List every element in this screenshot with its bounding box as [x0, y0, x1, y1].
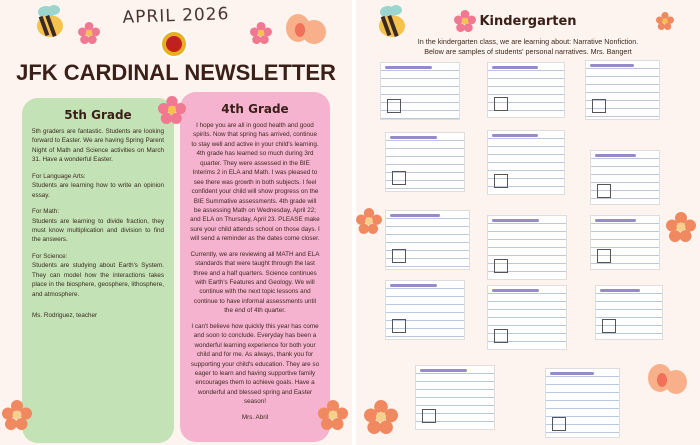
- student-narrative-sample: [380, 62, 460, 120]
- school-logo: [160, 30, 188, 58]
- student-narrative-sample: [487, 130, 565, 195]
- drawing: [602, 319, 616, 333]
- drawing: [392, 249, 406, 263]
- paragraph: Currently, we are reviewing all MATH and ELA standards that were taught through the last three and a half quarters. Science continues with Earth's Features and Geology. We will continue with the next topic lessons and continue to have informal assessments until the end of 4th quarter.: [190, 250, 320, 315]
- student-narrative-sample: [590, 215, 660, 270]
- student-narrative-sample: [487, 62, 565, 118]
- handwriting-title: [600, 289, 640, 292]
- fifth-grade-section: [22, 98, 174, 443]
- student-narrative-sample: [595, 285, 663, 340]
- drawing: [392, 171, 406, 185]
- handwriting-title: [550, 372, 594, 375]
- kindergarten-heading: Kindergarten: [479, 14, 577, 29]
- kindergarten-intro: [356, 37, 700, 57]
- signature: Mrs. Abril: [241, 413, 269, 421]
- student-narrative-sample: [385, 132, 465, 192]
- flower-icon: [158, 96, 186, 124]
- student-narrative-sample: [385, 210, 470, 270]
- flower-icon: [356, 208, 382, 234]
- newsletter-right-page: [356, 0, 700, 445]
- flower-icon: [250, 22, 272, 44]
- intro-line: In the kindergarten class, we are learning about: Narrative Nonfiction.: [417, 37, 639, 46]
- handwriting-title: [492, 289, 539, 292]
- handwriting-title: [595, 219, 636, 222]
- handwriting-title: [390, 136, 437, 139]
- issue-month: APRIL 2026: [122, 4, 230, 28]
- student-narrative-sample: [545, 368, 620, 438]
- paragraph: 5th graders are fantastic. Students are looking forward to Easter. We are having Spring Parent Night of Math and Science activities on March 31. Have a wonderful Easter.: [32, 128, 164, 164]
- handwriting-title: [595, 154, 636, 157]
- paragraph: For Math: Students are learning to divide fraction, they must know multiplication and division to find the answers.: [32, 208, 164, 244]
- handwriting-title: [390, 284, 437, 287]
- handwriting-title: [390, 214, 440, 217]
- flower-icon: [364, 400, 398, 434]
- flower-icon: [2, 400, 32, 430]
- handwriting-title: [420, 369, 467, 372]
- fourth-grade-section: [180, 92, 330, 442]
- drawing: [597, 249, 611, 263]
- student-narrative-sample: [415, 365, 495, 430]
- handwriting-title: [385, 66, 432, 69]
- student-narrative-sample: [585, 60, 660, 120]
- drawing: [494, 329, 508, 343]
- flower-icon: [666, 212, 696, 242]
- section-heading: 5th Grade: [64, 108, 132, 122]
- butterfly-icon: [644, 360, 690, 400]
- student-narrative-sample: [487, 285, 567, 350]
- student-narrative-sample: [385, 280, 465, 340]
- drawing: [552, 417, 566, 431]
- drawing: [392, 319, 406, 333]
- newsletter-title: JFK CARDINAL NEWSLETTER: [16, 60, 336, 85]
- signature: Ms. Rodriguez, teacher: [32, 312, 98, 319]
- drawing: [494, 97, 508, 111]
- drawing: [387, 99, 401, 113]
- drawing: [592, 99, 606, 113]
- section-heading: 4th Grade: [221, 102, 289, 116]
- flower-icon: [318, 400, 348, 430]
- drawing: [597, 184, 611, 198]
- student-narrative-sample: [590, 150, 660, 205]
- drawing: [494, 259, 508, 273]
- intro-line: Below are samples of students' personal narratives. Mrs. Bangert: [424, 47, 632, 57]
- handwriting-title: [492, 66, 538, 69]
- drawing: [494, 174, 508, 188]
- handwriting-title: [492, 134, 538, 137]
- student-narrative-sample: [487, 215, 567, 280]
- handwriting-title: [590, 64, 634, 67]
- handwriting-title: [492, 219, 539, 222]
- paragraph: I can't believe how quickly this year has come and soon to conclude. Everyday has been a wonderful learning experience for both your child and for me. As always, thank you for supporting your child's education. They are so eager to learn and having supportive family encourages them to achieve goals. Have a wonderful and blessed spring and Easter season!: [190, 322, 320, 406]
- drawing: [422, 409, 436, 423]
- paragraph: I hope you are all in good health and good spirits. Now that spring has arrived, continue to stay well and active in your child's learning. 4th grade has learned so much during 3rd quarter. They were assessed in the BIE Interims 2 in ELA and Math. I was pleased to see there was growth in both subjects. I feel confident your child will show progress on the BIE Summative assessments. 4th grade will be assessing Math on Wednesday, April 22; and ELA on Thursday, April 23. PLEASE make sure your child attends school on those days. I will send a reminder as the dates come closer.: [190, 122, 320, 243]
- paragraph: For Language Arts: Students are learning how to write an opinion essay.: [32, 172, 164, 199]
- paragraph: For Science: Students are studying about Earth's System. They can model how the interactions takes place in the biosphere, geosphere, lithosphere, and atmosphere.: [32, 252, 164, 298]
